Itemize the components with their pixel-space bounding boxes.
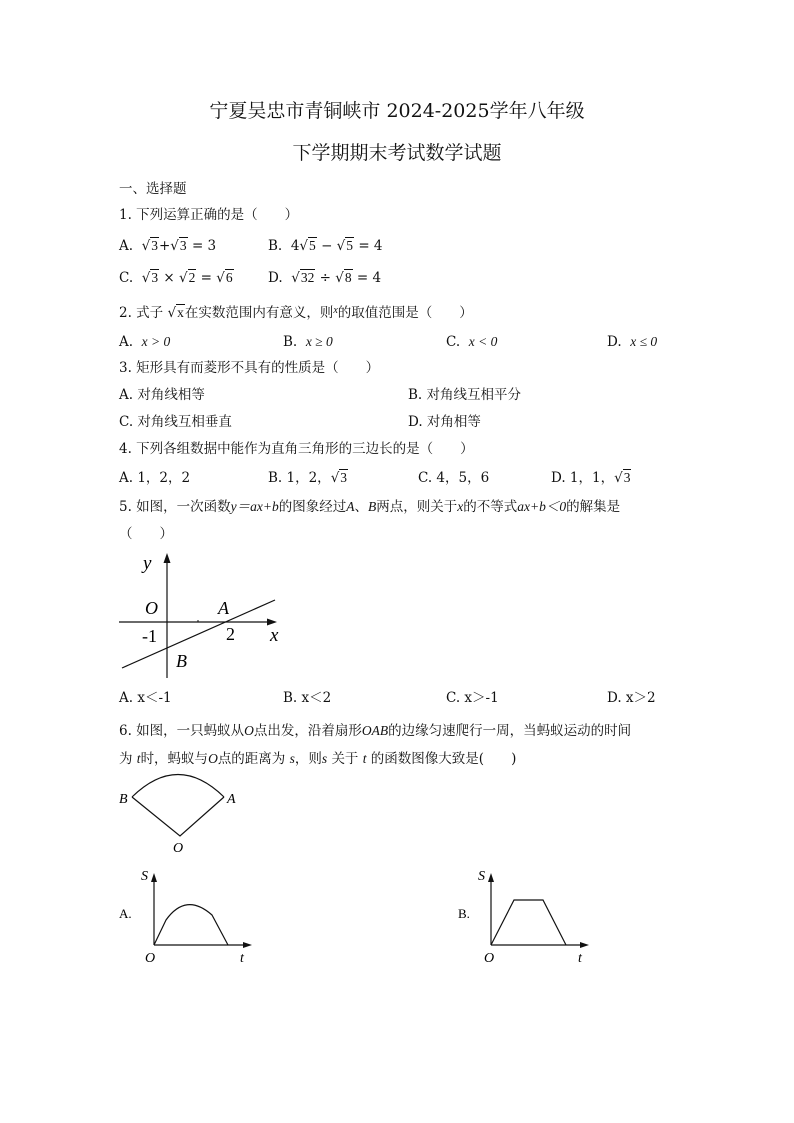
q5-label-x: x xyxy=(270,625,279,646)
q3-stem: 3. 矩形具有而菱形不具有的性质是（ ） xyxy=(119,360,380,376)
q3-option-d: D. 对角相等 xyxy=(408,414,481,430)
q6-stem-line1: 6. 如图，一只蚂蚁从O点出发，沿着扇形OAB的边缘匀速爬行一周，当蚂蚁运动的时间 xyxy=(119,723,632,739)
q6-sector-label-o: O xyxy=(173,841,184,856)
q6a-t-arrow-icon xyxy=(243,942,252,948)
q5-stem-paren: （ ） xyxy=(119,526,173,542)
q5-label-neg1: -1 xyxy=(142,626,157,646)
q6a-label-t: t xyxy=(240,951,244,966)
q2-option-b: B. x ≥ 0 xyxy=(283,334,333,350)
q4-stem: 4. 下列各组数据中能作为直角三角形的三边长的是（ ） xyxy=(119,441,474,457)
section-heading: 一、选择题 xyxy=(119,181,187,197)
q4-option-c: C. 4，5，6 xyxy=(418,470,490,486)
q1-option-a: A. √3+√3 = 3 xyxy=(119,238,217,254)
q6-sector-label-a: A xyxy=(227,792,236,807)
q3-option-c: C. 对角线互相垂直 xyxy=(119,414,232,430)
q6-sector-label-b: B xyxy=(119,792,128,807)
q6b-s-arrow-icon xyxy=(488,873,494,882)
page-title-line1: 宁夏吴忠市青铜峡市 2024-2025学年八年级 xyxy=(209,100,585,122)
q5-option-c: C. x＞-1 xyxy=(446,690,499,706)
q6b-label-t: t xyxy=(578,951,582,966)
q5-label-b: B xyxy=(176,651,187,671)
q6-sector-arc xyxy=(132,775,224,798)
q3-option-a: A. 对角线相等 xyxy=(119,387,205,403)
q6b-option-label: B. xyxy=(458,906,470,921)
q1-stem: 1. 下列运算正确的是（ ） xyxy=(119,207,299,223)
q2-stem: 2. 式子 √x在实数范围内有意义，则$^x$的取值范围是（ ） xyxy=(119,305,473,321)
q5-option-a: A. x＜-1 xyxy=(119,690,172,706)
q5-option-b: B. x＜2 xyxy=(283,690,332,706)
q6a-option-label: A. xyxy=(119,906,132,921)
q2-option-d: D. x ≤ 0 xyxy=(607,334,658,350)
q5-label-y: y xyxy=(143,553,152,574)
q1-option-d: D. √32 ÷ √8 = 4 xyxy=(268,270,382,286)
q6-sector-radii xyxy=(132,797,224,836)
q6b-label-o: O xyxy=(484,951,495,966)
q6a-label-o: O xyxy=(145,951,156,966)
q6a-curve xyxy=(154,905,228,945)
q2-option-c: C. x < 0 xyxy=(446,334,498,350)
q6b-curve xyxy=(491,900,566,945)
q6b-label-s: S xyxy=(478,869,485,884)
q6a-label-s: S xyxy=(141,869,148,884)
q5-label-a: A xyxy=(218,598,229,618)
q5-option-d: D. x＞2 xyxy=(607,690,656,706)
q1-option-b: B. 4√5 − √5 = 4 xyxy=(268,238,383,254)
q6b-t-arrow-icon xyxy=(580,942,589,948)
q6-stem-line2: 为 t时，蚂蚁与O点的距离为 s，则s 关于 t 的函数图像大致是( ) xyxy=(119,751,517,767)
q4-option-b: B. 1，2，√3 xyxy=(268,470,348,486)
page-title-line2: 下学期期末考试数学试题 xyxy=(292,142,502,164)
q6a-s-arrow-icon xyxy=(151,873,157,882)
q4-option-a: A. 1，2，2 xyxy=(119,470,191,486)
q5-label-2: 2 xyxy=(226,624,235,644)
q5-label-o: O xyxy=(145,598,158,618)
q2-option-a: A. x > 0 xyxy=(119,334,171,350)
q5-stem: 5. 如图，一次函数y＝ax+b的图象经过A、B两点，则关于x的不等式ax+b＜0的解集是 xyxy=(119,499,621,515)
q1-option-c: C. √3 × √2 = √6 xyxy=(119,270,233,286)
q4-option-d: D. 1，1，√3 xyxy=(551,470,631,486)
q3-option-b: B. 对角线互相平分 xyxy=(408,387,522,403)
